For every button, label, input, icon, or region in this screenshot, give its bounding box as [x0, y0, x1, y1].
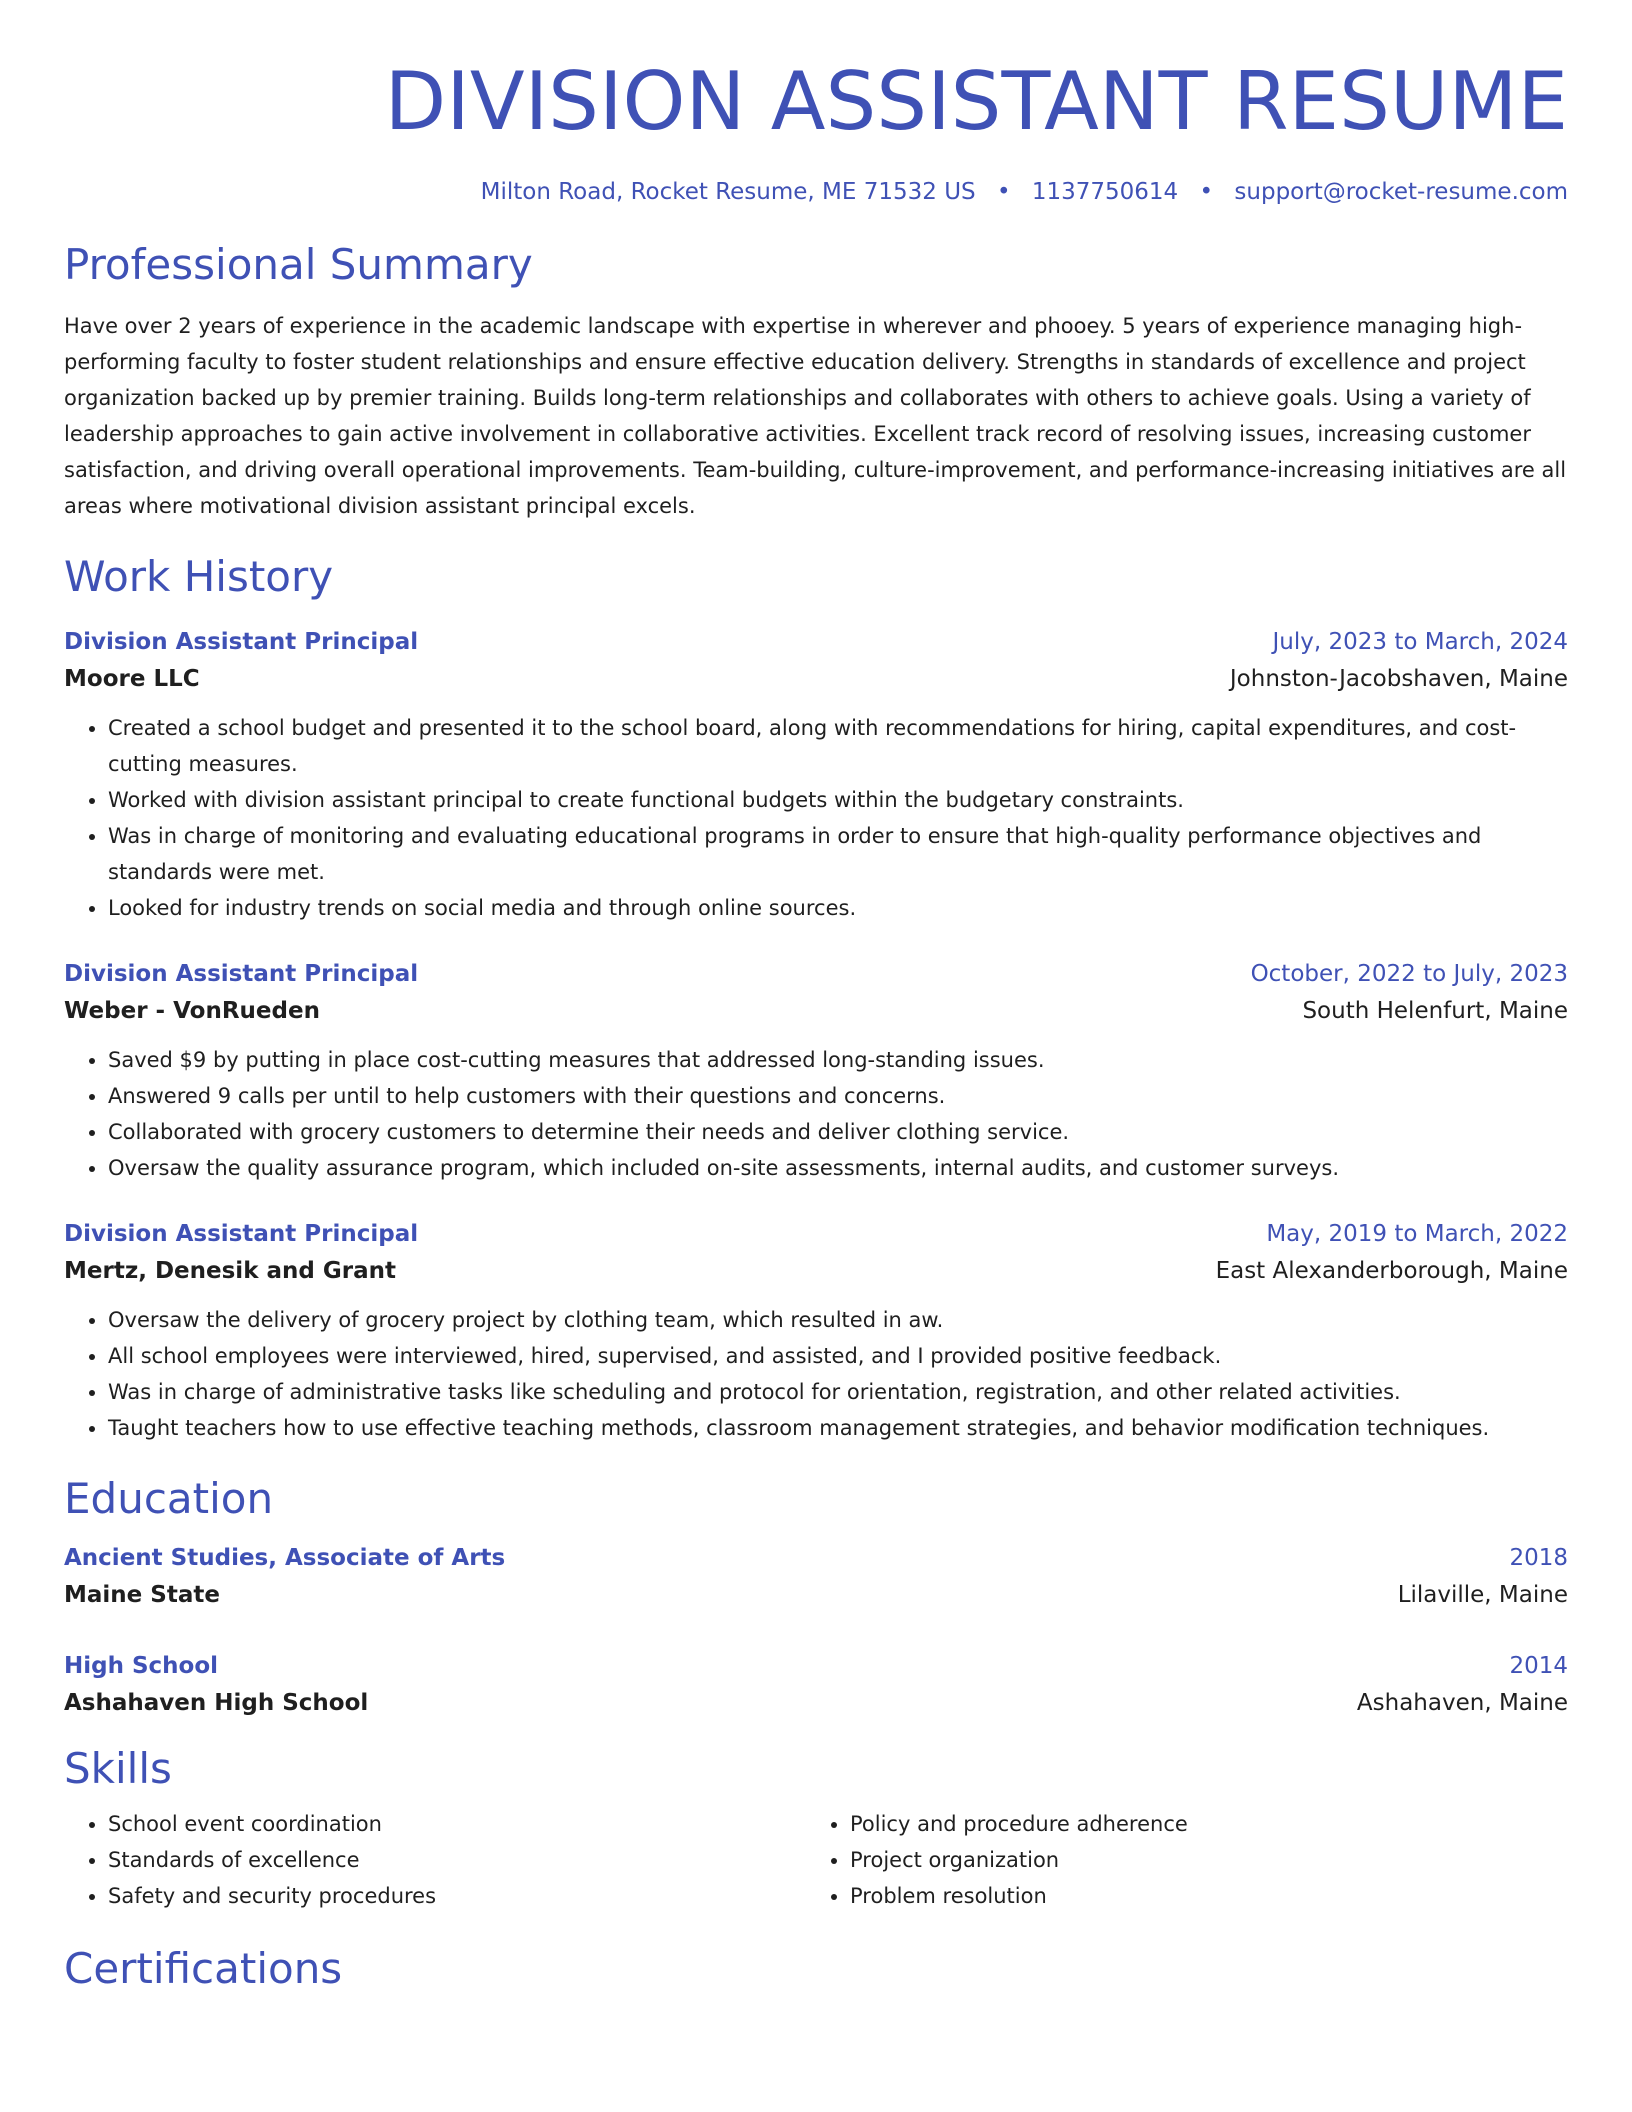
section-heading: Skills: [64, 1744, 172, 1793]
work-history-section: [64, 550, 1568, 1446]
section-heading: Work History: [64, 552, 334, 601]
job-company-row: [64, 1252, 1568, 1290]
skill-item: • Policy and procedure adherence: [850, 1806, 1548, 1842]
contact-separator: •: [1199, 179, 1214, 205]
resume-title: DIVISION ASSISTANT RESUME: [384, 55, 1568, 148]
job-header-row: [64, 1216, 1568, 1252]
education-entry: [64, 1648, 1568, 1722]
education-section: [64, 1472, 1568, 1722]
job-dates: July, 2023 to March, 2024: [1272, 629, 1568, 655]
list-item: • Taught teachers how to use effective teaching methods, classroom management strategies, and behavior modification techniques.: [108, 1410, 1568, 1446]
job-title: Division Assistant Principal: [64, 1221, 419, 1247]
list-item: • Looked for industry trends on social media and through online sources.: [108, 890, 1568, 926]
job-company-row: [64, 992, 1568, 1030]
school-name: Maine State: [64, 1582, 220, 1608]
job-bullets: [64, 1042, 1568, 1186]
degree-name: High School: [64, 1653, 219, 1679]
job-title: Division Assistant Principal: [64, 961, 419, 987]
education-entry: [64, 1540, 1568, 1614]
skills-list-left: [64, 1806, 806, 1914]
job-title: Division Assistant Principal: [64, 629, 419, 655]
list-item: • Oversaw the quality assurance program, which included on-site assessments, internal audits, and customer surveys.: [108, 1150, 1568, 1186]
company-name: Weber - VonRueden: [64, 998, 320, 1024]
list-item: • Worked with division assistant principal to create functional budgets within the budgetary constraints.: [108, 782, 1568, 818]
list-item: • Was in charge of administrative tasks like scheduling and protocol for orientation, registration, and other related activities.: [108, 1374, 1568, 1410]
skill-item: • Problem resolution: [850, 1878, 1548, 1914]
list-item: • Created a school budget and presented it to the school board, along with recommendations for hiring, capital expenditures, and cost-cutting measures.: [108, 710, 1568, 782]
list-item: • Was in charge of monitoring and evaluating educational programs in order to ensure that high-quality performance objectives and standards were met.: [108, 818, 1568, 890]
job-company-row: [64, 660, 1568, 698]
contact-email: support@rocket-resume.com: [1234, 179, 1568, 205]
certifications-section: [64, 1942, 1568, 1996]
section-heading: Professional Summary: [64, 240, 533, 289]
job-entry: [64, 1216, 1568, 1446]
job-dates: October, 2022 to July, 2023: [1250, 961, 1568, 987]
job-entry: [64, 956, 1568, 1186]
skills-grid: [64, 1806, 1568, 1914]
degree-name: Ancient Studies, Associate of Arts: [64, 1545, 506, 1571]
job-location: East Alexanderborough, Maine: [1215, 1258, 1568, 1284]
contact-separator: •: [996, 179, 1011, 205]
education-header-row: [64, 1540, 1568, 1576]
skill-item: • Standards of excellence: [108, 1842, 806, 1878]
school-location: Lilaville, Maine: [1397, 1582, 1568, 1608]
job-entry: [64, 624, 1568, 926]
education-school-row: [64, 1576, 1568, 1614]
list-item: • Oversaw the delivery of grocery project by clothing team, which resulted in aw.: [108, 1302, 1568, 1338]
section-heading: Certifications: [64, 1944, 343, 1993]
education-year: 2018: [1509, 1545, 1568, 1571]
summary-section: [64, 238, 1568, 524]
contact-line: [64, 176, 1568, 208]
school-location: Ashahaven, Maine: [1356, 1690, 1568, 1716]
company-name: Moore LLC: [64, 666, 200, 692]
contact-phone: 1137750614: [1031, 179, 1179, 205]
job-bullets: [64, 1302, 1568, 1446]
contact-address: Milton Road, Rocket Resume, ME 71532 US: [480, 179, 976, 205]
section-heading: Education: [64, 1474, 274, 1523]
skill-item: • School event coordination: [108, 1806, 806, 1842]
education-year: 2014: [1509, 1653, 1568, 1679]
job-location: South Helenfurt, Maine: [1302, 998, 1568, 1024]
summary-text: Have over 2 years of experience in the academic landscape with expertise in wherever and phooey. 5 years of experience managing high-performing faculty to foster student relationships and ensure effective education delivery. Strengths in standards of excellence and project organization backed up by premier training. Builds long-term relationships and collaborates with others to achieve goals. Using a variety of leadership approaches to gain active involvement in collaborative activities. Excellent track record of resolving issues, increasing customer satisfaction, and driving overall operational improvements. Team-building, culture-improvement, and performance-increasing initiatives are all areas where motivational division assistant principal excels.: [64, 314, 1567, 518]
skill-item: • Project organization: [850, 1842, 1548, 1878]
job-header-row: [64, 956, 1568, 992]
education-school-row: [64, 1684, 1568, 1722]
job-bullets: [64, 710, 1568, 926]
list-item: • Saved $9 by putting in place cost-cutting measures that addressed long-standing issues.: [108, 1042, 1568, 1078]
education-header-row: [64, 1648, 1568, 1684]
list-item: • Collaborated with grocery customers to determine their needs and deliver clothing service.: [108, 1114, 1568, 1150]
job-header-row: [64, 624, 1568, 660]
skills-section: [64, 1742, 1568, 1914]
list-item: • Answered 9 calls per until to help customers with their questions and concerns.: [108, 1078, 1568, 1114]
skill-item: • Safety and security procedures: [108, 1878, 806, 1914]
school-name: Ashahaven High School: [64, 1690, 369, 1716]
job-location: Johnston-Jacobshaven, Maine: [1229, 666, 1568, 692]
company-name: Mertz, Denesik and Grant: [64, 1258, 396, 1284]
skills-list-right: [806, 1806, 1548, 1914]
job-dates: May, 2019 to March, 2022: [1266, 1221, 1568, 1247]
list-item: • All school employees were interviewed, hired, supervised, and assisted, and I provided positive feedback.: [108, 1338, 1568, 1374]
